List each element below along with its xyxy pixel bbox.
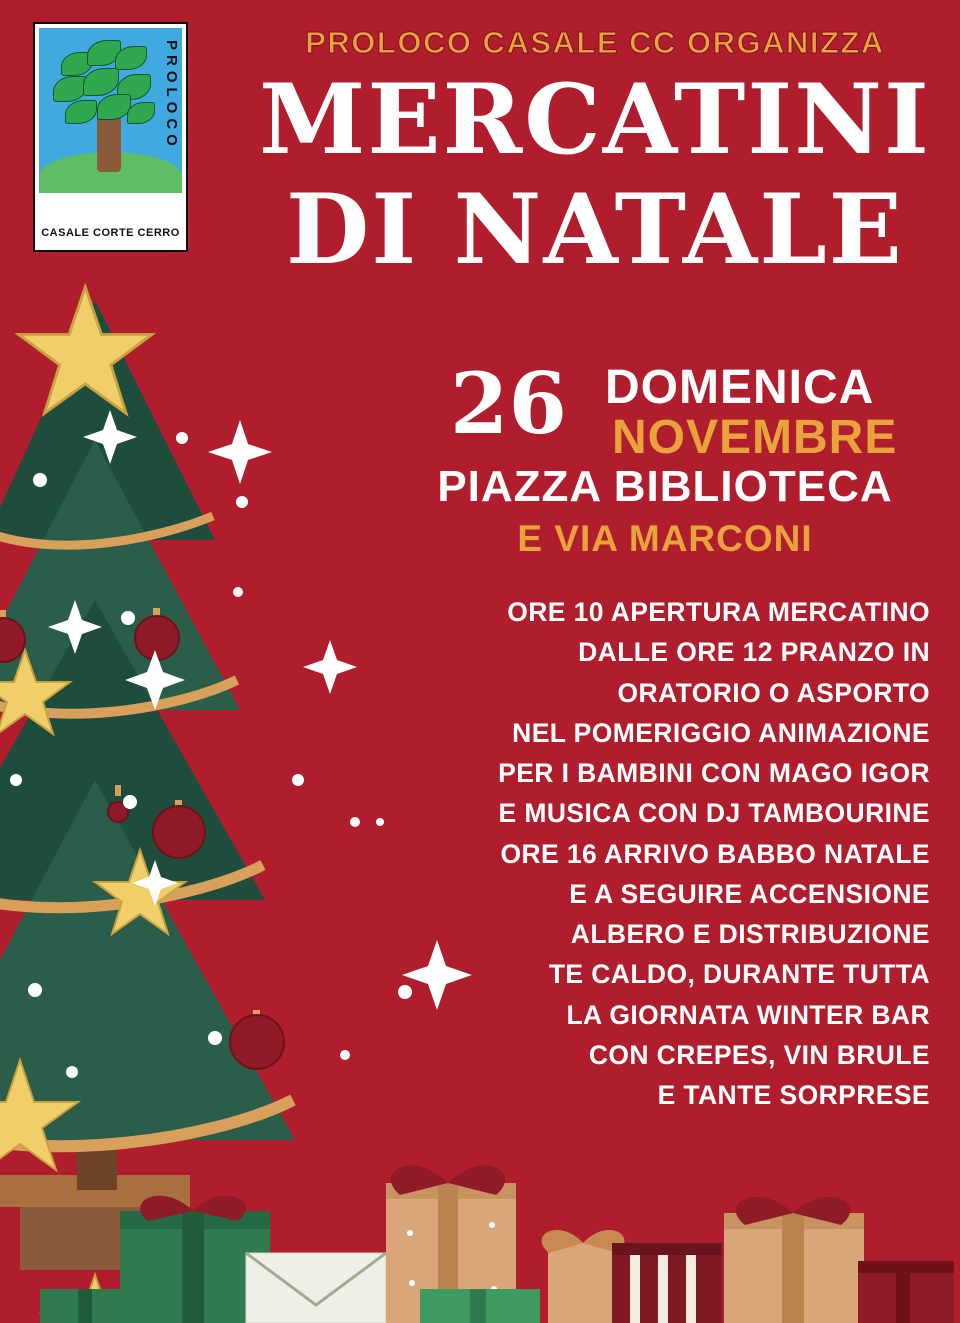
venue-line2: E VIA MARCONI (517, 518, 813, 559)
gift-box (420, 1289, 540, 1323)
program-line: ALBERO E DISTRIBUZIONE (570, 919, 930, 950)
organizer-line: PROLOCO CASALE CC ORGANIZZA (305, 25, 885, 60)
snow-dot (123, 795, 137, 809)
gift-box (612, 1243, 722, 1323)
snow-dot (233, 587, 243, 597)
gift-box (542, 1230, 625, 1323)
logo-vertical-text: PROLOCO (163, 40, 180, 151)
gift-box (40, 1289, 136, 1323)
program-line: TE CALDO, DURANTE TUTTA (548, 959, 930, 990)
gift-box (724, 1197, 864, 1323)
snow-dot (398, 985, 412, 999)
snow-dot (33, 473, 47, 487)
date-day-number: 26 (450, 354, 567, 453)
logo-caption: CASALE CORTE CERRO (41, 227, 180, 239)
snow-dot (10, 774, 22, 786)
program-line: CON CREPES, VIN BRULE (588, 1039, 930, 1070)
snow-dot (66, 1066, 78, 1078)
page-title-line2: DI NATALE (286, 173, 904, 286)
snow-dot (121, 611, 135, 625)
sparkle-icon (125, 650, 185, 710)
program-line: LA GIORNATA WINTER BAR (566, 999, 930, 1030)
program-line: E MUSICA CON DJ TAMBOURINE (498, 798, 930, 829)
snow-dot (208, 1031, 222, 1045)
program-line: E A SEGUIRE ACCENSIONE (569, 878, 930, 909)
program-line: E TANTE SORPRESE (657, 1080, 930, 1111)
gift-envelope (246, 1253, 386, 1323)
program-line: PER I BAMBINI CON MAGO IGOR (498, 758, 930, 789)
gift-boxes-illustration (0, 1093, 960, 1323)
snow-dot (340, 1050, 350, 1060)
snow-dot (236, 496, 248, 508)
gift-box (858, 1261, 954, 1323)
program-line: ORATORIO O ASPORTO (617, 677, 930, 708)
sparkle-icon (402, 940, 472, 1010)
date-month: NOVEMBRE (612, 411, 898, 464)
sparkle-icon (303, 640, 357, 694)
venue-line1: PIAZZA BIBLIOTECA (437, 462, 893, 511)
proloco-logo (33, 22, 188, 252)
program-line: DALLE ORE 12 PRANZO IN (578, 637, 930, 668)
snow-dot (376, 818, 384, 826)
sparkle-icon (208, 420, 272, 484)
program-line: ORE 10 APERTURA MERCATINO (507, 597, 930, 627)
sparkle-icon (48, 600, 102, 654)
page-title-line1: MERCATINI (259, 63, 931, 176)
snow-dot (292, 774, 304, 786)
sparkle-icon (83, 410, 137, 464)
program-line: ORE 16 ARRIVO BABBO NATALE (500, 838, 930, 869)
sparkle-icon (132, 860, 178, 906)
snow-dot (28, 983, 42, 997)
snow-dot (176, 432, 188, 444)
logo-tree-trunk (97, 112, 121, 172)
program-line: NEL POMERIGGIO ANIMAZIONE (512, 717, 930, 748)
snow-dot (350, 817, 360, 827)
date-day-name: DOMENICA (605, 361, 875, 414)
